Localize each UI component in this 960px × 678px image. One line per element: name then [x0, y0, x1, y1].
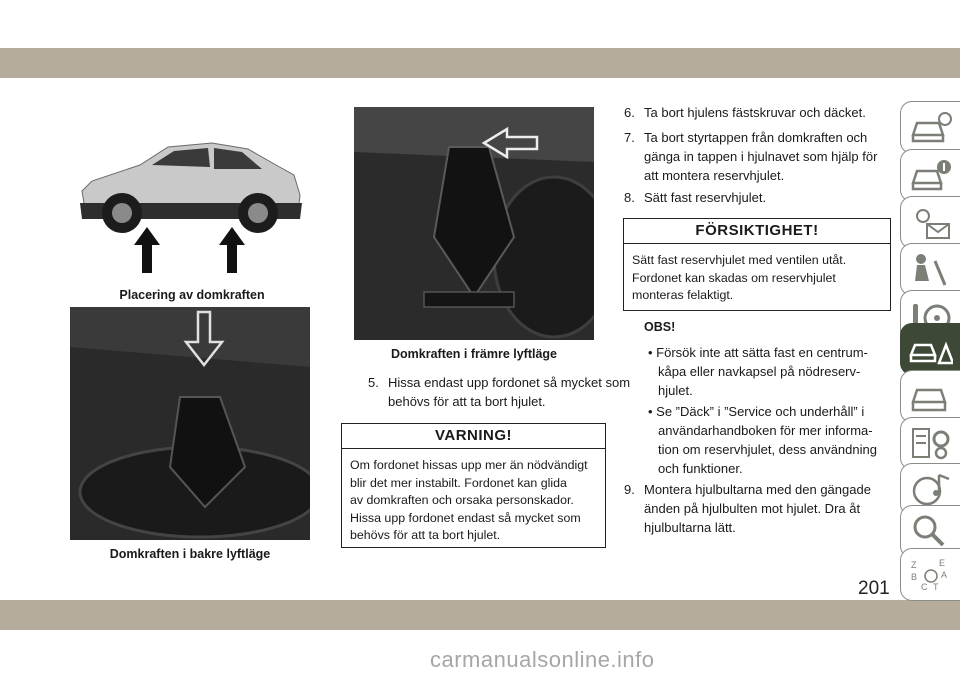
caution-title: FÖRSIKTIGHET! — [624, 219, 890, 244]
warning-text: Om fordonet hissas upp mer än nödvändigt blir det mer instabilt. Fordonet kan glida av domkraften och orsaka personskador. Hissa upp fordonet endast så mycket som behövs för att ta bort hjulet. — [350, 458, 588, 542]
tab-letter: E — [939, 558, 946, 568]
step-8: 8. Sätt fast reservhjulet. — [624, 190, 767, 205]
page-number: 201 — [858, 578, 890, 599]
tab-airbag-safety[interactable] — [900, 243, 960, 296]
front-lift-photo — [354, 107, 594, 340]
car-service-icon — [909, 378, 953, 416]
car-dashboard-icon — [909, 109, 953, 147]
multimedia-music-icon — [909, 471, 953, 509]
warning-box — [341, 423, 606, 548]
tab-letter: Z — [911, 560, 917, 570]
car-info-icon — [909, 157, 953, 195]
footer-band — [0, 600, 960, 630]
caution-box — [623, 218, 891, 311]
jack-placement-image — [72, 125, 312, 280]
rear-lift-photo — [70, 307, 310, 540]
watermark: carmanualsonline.info — [430, 647, 655, 672]
step-5: 5. Hissa endast upp fordonet så mycket som behövs för att ta bort hjulet. — [368, 375, 631, 409]
notes-label: OBS! — [644, 320, 676, 334]
warning-title: VARNING! — [342, 424, 605, 449]
search-index-icon — [909, 513, 953, 551]
rear-lift-caption: Domkraften i bakre lyftläge — [109, 547, 271, 561]
tab-warning-lights[interactable] — [900, 196, 960, 249]
step-9: 9. Montera hjulbultarna med den gängade änden på hjulbulten mot hjulet. Dra åt hjulbultarna lätt. — [624, 482, 871, 535]
note-bullet-2: • Se ”Däck” i ”Service och underhåll” i användarhandboken för mer informa- tion om reservhjulet, dess användning och funktioner. — [648, 404, 877, 476]
tab-emergency-breakdown[interactable] — [900, 323, 960, 375]
note-bullet-1: • Försök inte att sätta fast en centrum- kåpa eller navkapsel på nödreserv- hjulet. — [648, 345, 868, 398]
car-emergency-breakdown-icon — [909, 331, 953, 369]
header-band — [0, 48, 960, 78]
tab-letter: C — [921, 582, 928, 592]
tab-letter: B — [911, 572, 918, 582]
front-lift-caption: Domkraften i främre lyftläge — [390, 347, 558, 361]
tab-letter: T — [933, 582, 939, 592]
languages-alphabet-icon — [909, 556, 953, 594]
tab-car-info[interactable] — [900, 149, 960, 202]
tab-letter: A — [941, 570, 948, 580]
tab-car-dashboard[interactable] — [900, 101, 960, 154]
warning-lights-message-icon — [909, 204, 953, 242]
caution-text: Sätt fast reservhjulet med ventilen utåt. Fordonet kan skadas om reservhjulet monteras felaktigt. — [632, 253, 847, 302]
tab-languages[interactable] — [900, 548, 960, 601]
specifications-gear-icon — [909, 425, 953, 463]
airbag-seat-safety-icon — [909, 251, 953, 289]
step-7: 7. Ta bort styrtappen från domkraften och gänga in tappen i hjulnavet som hjälp för att montera reservhjulet. — [624, 130, 878, 183]
step-6: 6. Ta bort hjulens fästskruvar och däcket. — [624, 105, 866, 120]
jack-placement-caption: Placering av domkraften — [119, 288, 265, 302]
tab-car-service[interactable] — [900, 370, 960, 423]
